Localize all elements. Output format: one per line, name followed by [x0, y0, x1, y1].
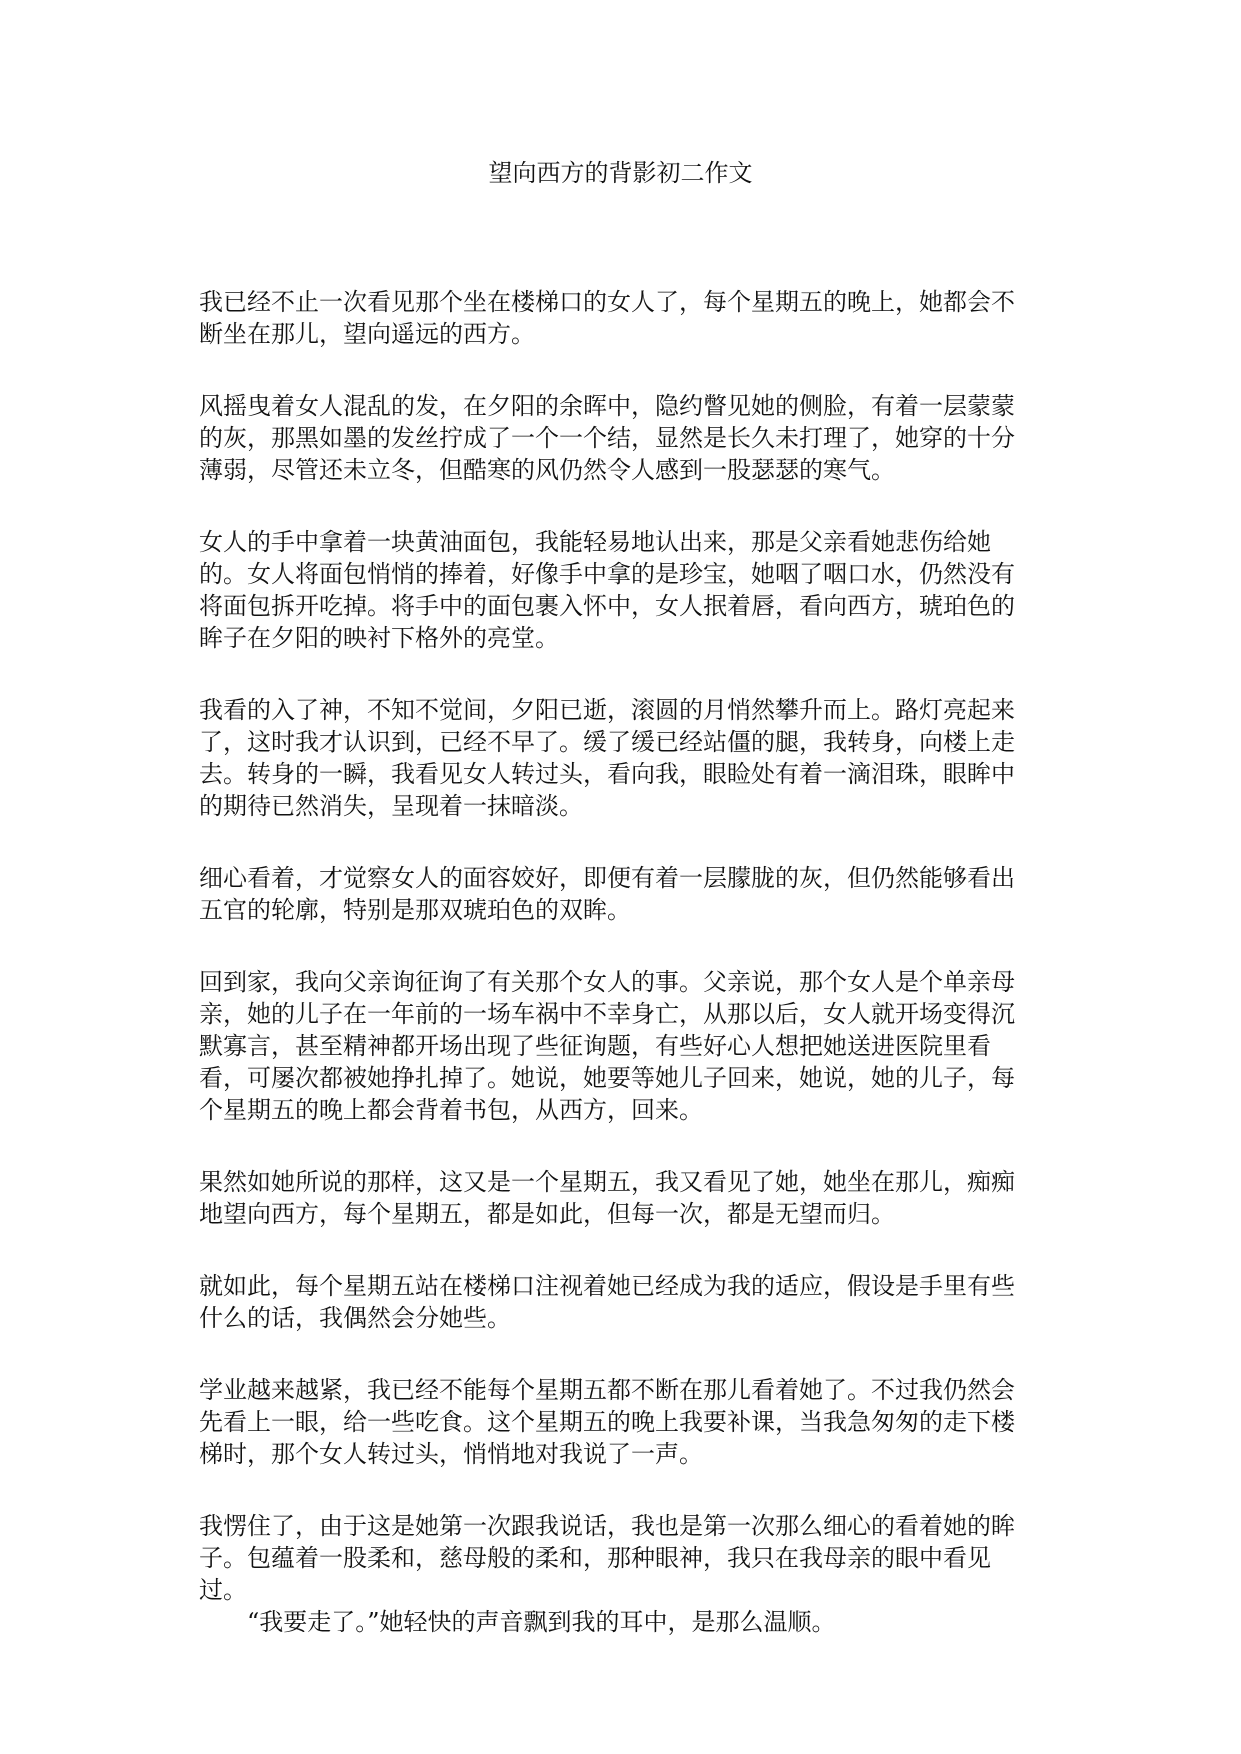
paragraph-10: 我愣住了，由于这是她第一次跟我说话，我也是第一次那么细心的看着她的眸子。包蕴着一股柔和，慈母般的柔和，那种眼神，我只在我母亲的眼中看见过。 [199, 1512, 1015, 1604]
paragraph-7: 果然如她所说的那样，这又是一个星期五，我又看见了她，她坐在那儿，痴痴地望向西方，每个星期五，都是如此，但每一次，都是无望而归。 [199, 1168, 1015, 1228]
paragraph-6: 回到家，我向父亲询征询了有关那个女人的事。父亲说，那个女人是个单亲母亲，她的儿子在一年前的一场车祸中不幸身亡，从那以后，女人就开场变得沉默寡言，甚至精神都开场出现了些征询题，有些好心人想把她送进医院里看看，可屡次都被她挣扎掉了。她说，她要等她儿子回来，她说，她的儿子，每个星期五的晚上都会背着书包，从西方，回来。 [199, 968, 1015, 1124]
paragraph-3: 女人的手中拿着一块黄油面包，我能轻易地认出来，那是父亲看她悲伤给她的。女人将面包悄悄的捧着，好像手中拿的是珍宝，她咽了咽口水，仍然没有将面包拆开吃掉。将手中的面包裹入怀中，女人抿着唇，看向西方，琥珀色的眸子在夕阳的映衬下格外的亮堂。 [199, 528, 1015, 652]
paragraph-5: 细心看着，才觉察女人的面容姣好，即便有着一层朦胧的灰，但仍然能够看出五官的轮廓，特别是那双琥珀色的双眸。 [199, 864, 1015, 924]
paragraph-2: 风摇曳着女人混乱的发，在夕阳的余晖中，隐约瞥见她的侧脸，有着一层蒙蒙的灰，那黑如墨的发丝拧成了一个一个结，显然是长久未打理了，她穿的十分薄弱，尽管还未立冬，但酷寒的风仍然令人感到一股瑟瑟的寒气。 [199, 392, 1015, 484]
paragraph-8: 就如此，每个星期五站在楼梯口注视着她已经成为我的适应，假设是手里有些什么的话，我偶然会分她些。 [199, 1272, 1015, 1332]
document-body [199, 286, 1023, 1638]
paragraph-11-quote: “我要走了。”她轻快的声音飘到我的耳中，是那么温顺。 [247, 1608, 836, 1636]
document-title: 望向西方的背影初二作文 [488, 159, 753, 187]
paragraph-9: 学业越来越紧，我已经不能每个星期五都不断在那儿看着她了。不过我仍然会先看上一眼，给一些吃食。这个星期五的晚上我要补课，当我急匆匆的走下楼梯时，那个女人转过头，悄悄地对我说了一声。 [199, 1376, 1015, 1468]
paragraph-1: 我已经不止一次看见那个坐在楼梯口的女人了，每个星期五的晚上，她都会不断坐在那儿，望向遥远的西方。 [199, 288, 1015, 348]
paragraph-4: 我看的入了神，不知不觉间，夕阳已逝，滚圆的月悄然攀升而上。路灯亮起来了，这时我才认识到，已经不早了。缓了缓已经站僵的腿，我转身，向楼上走去。转身的一瞬，我看见女人转过头，看向我，眼睑处有着一滴泪珠，眼眸中的期待已然消失，呈现着一抹暗淡。 [199, 696, 1015, 820]
